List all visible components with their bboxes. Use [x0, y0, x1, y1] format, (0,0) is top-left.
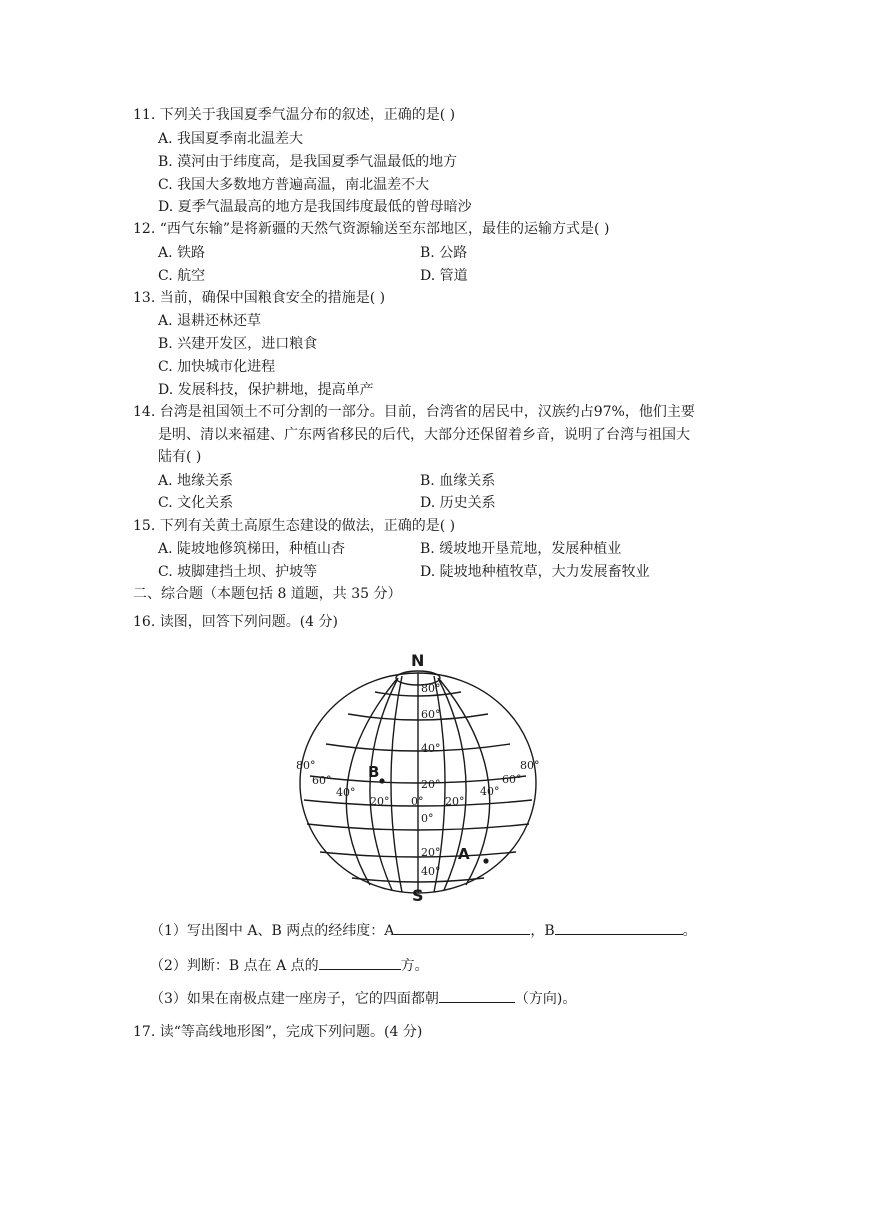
lon-label-20e: 20°	[445, 795, 465, 808]
q16-stem: 16. 读图，回答下列问题。(4 分)	[133, 614, 338, 630]
q16-sub2	[150, 955, 429, 976]
south-label: S	[412, 886, 424, 905]
q13-option-d: D. 发展科技，保护耕地，提高单产	[158, 382, 374, 398]
lat-label-40s: 40°	[421, 865, 441, 878]
q16-sub2-prefix: （2）判断：B 点在 A 点的	[150, 958, 319, 974]
lon-label-80e: 80°	[520, 759, 540, 772]
q14-stem: 14. 台湾是祖国领土不可分割的一部分。目前，台湾省的居民中，汉族约占97%，他们主要	[133, 404, 695, 420]
q15-option-a: A. 陡坡地修筑梯田，种植山杏	[158, 541, 346, 557]
lat-label-20n: 20°	[421, 778, 441, 791]
q12-option-d: D. 管道	[420, 268, 468, 284]
q17-stem: 17. 读“等高线地形图”，完成下列问题。(4 分)	[133, 1024, 423, 1040]
point-a-label: A	[458, 845, 470, 863]
section-2-heading: 二、综合题（本题包括 8 道题，共 35 分）	[133, 586, 402, 602]
answer-blank-direction[interactable]	[319, 955, 401, 970]
point-b-dot	[379, 778, 384, 783]
q11-option-c: C. 我国大多数地方普遍高温，南北温差不大	[158, 177, 430, 193]
lon-label-60e: 60°	[502, 773, 522, 786]
lat-label-60n: 60°	[421, 708, 441, 721]
lat-label-20s: 20°	[421, 846, 441, 859]
q15-option-b: B. 缓坡地开垦荒地，发展种植业	[420, 541, 622, 557]
north-label: N	[411, 651, 425, 670]
q14-option-a: A. 地缘关系	[158, 473, 234, 489]
q11-option-a: A. 我国夏季南北温差大	[158, 131, 304, 147]
q16-sub3-prefix: （3）如果在南极点建一座房子，它的四面都朝	[150, 991, 439, 1007]
q13-stem: 13. 当前，确保中国粮食安全的措施是( )	[133, 290, 386, 306]
q13-option-b: B. 兴建开发区，进口粮食	[158, 336, 318, 352]
globe-diagram	[290, 640, 560, 905]
q16-sub1	[150, 920, 697, 941]
answer-blank-a[interactable]	[394, 920, 530, 935]
lat-label-80n: 80°	[421, 682, 441, 695]
q16-sub1-prefix: （1）写出图中 A、B 两点的经纬度：A	[150, 923, 395, 939]
q14-stem-line3: 陆有( )	[158, 449, 202, 465]
meridian-20w	[391, 676, 402, 892]
lat-label-0: 0°	[421, 812, 434, 825]
q12-option-a: A. 铁路	[158, 245, 206, 261]
q16-sub1-mid: ，B	[530, 923, 555, 939]
q11-stem: 11. 下列关于我国夏季气温分布的叙述，正确的是( )	[133, 107, 456, 123]
q11-option-b: B. 漠河由于纬度高，是我国夏季气温最低的地方	[158, 154, 458, 170]
q13-option-c: C. 加快城市化进程	[158, 359, 276, 375]
q14-stem-line2: 是明、清以来福建、广东两省移民的后代，大部分还保留着乡音，说明了台湾与祖国大	[158, 427, 690, 443]
q16-sub2-end: 方。	[400, 958, 429, 974]
q12-option-b: B. 公路	[420, 245, 468, 261]
lon-label-60w: 60°	[312, 774, 332, 787]
q16-sub3-end: （方向)。	[514, 991, 577, 1007]
q14-option-b: B. 血缘关系	[420, 473, 496, 489]
lon-label-40w: 40°	[336, 786, 356, 799]
q14-option-c: C. 文化关系	[158, 495, 234, 511]
q12-option-c: C. 航空	[158, 268, 206, 284]
answer-blank-b[interactable]	[555, 920, 683, 935]
point-a-dot	[483, 858, 488, 863]
q16-sub3	[150, 988, 576, 1009]
q15-option-c: C. 坡脚建挡土坝、护坡等	[158, 564, 318, 580]
lon-label-0: 0°	[411, 795, 424, 808]
q16-sub1-end: 。	[682, 923, 697, 939]
lon-label-40e: 40°	[480, 785, 500, 798]
q11-option-d: D. 夏季气温最高的地方是我国纬度最低的曾母暗沙	[158, 199, 472, 215]
q15-option-d: D. 陡坡地种植牧草，大力发展畜牧业	[420, 564, 650, 580]
q12-stem: 12. “西气东输”是将新疆的天然气资源输送至东部地区，最佳的运输方式是( )	[133, 221, 610, 237]
answer-blank-facing[interactable]	[439, 988, 515, 1003]
lon-label-20w: 20°	[370, 795, 390, 808]
point-b-label: B	[368, 763, 380, 781]
q15-stem: 15. 下列有关黄土高原生态建设的做法，正确的是( )	[133, 518, 456, 534]
lon-label-80w: 80°	[296, 759, 316, 772]
q14-option-d: D. 历史关系	[420, 495, 496, 511]
lat-label-40n: 40°	[421, 742, 441, 755]
q13-option-a: A. 退耕还林还草	[158, 313, 262, 329]
